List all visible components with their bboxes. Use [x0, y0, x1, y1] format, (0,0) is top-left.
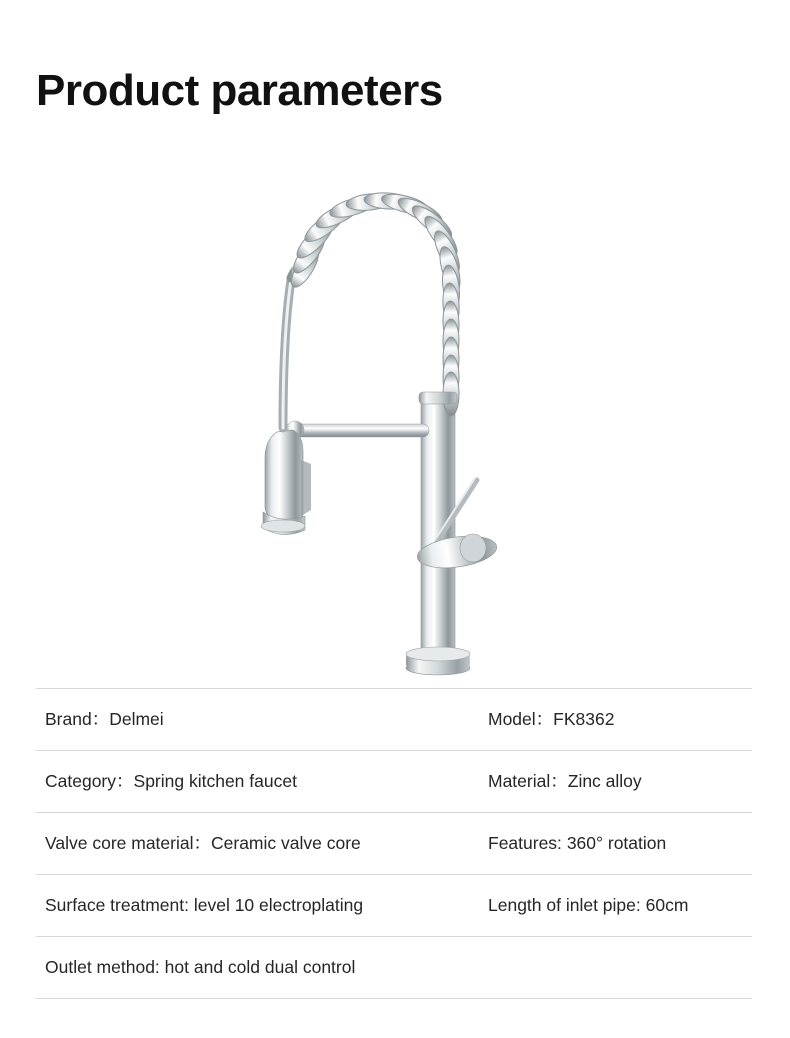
table-row: [36, 937, 752, 999]
spec-value: FK8362: [553, 709, 615, 730]
spec-value: level 10 electroplating: [193, 895, 364, 916]
spec-value: Delmei: [109, 709, 164, 730]
spec-cell-surface-treatment: [36, 894, 486, 917]
spec-value: 60cm: [645, 895, 689, 916]
spec-table: [36, 688, 752, 999]
spec-cell-category: [36, 770, 486, 793]
spec-cell-brand: [36, 708, 486, 731]
table-row: [36, 813, 752, 875]
spec-cell-outlet-method: [36, 956, 752, 979]
spec-value: hot and cold dual control: [164, 957, 356, 978]
spec-label: Features:: [488, 833, 562, 854]
table-row: [36, 875, 752, 937]
spec-cell-model: [486, 708, 752, 731]
spec-label: Outlet method:: [45, 957, 160, 978]
spec-label: Valve core material：: [45, 833, 211, 854]
spec-label: Brand：: [45, 709, 110, 730]
spec-value: 360° rotation: [566, 833, 667, 854]
faucet-illustration: [205, 160, 585, 680]
spec-label: Length of inlet pipe:: [488, 895, 641, 916]
spec-cell-inlet-pipe-length: [486, 894, 752, 917]
spec-label: Material：: [488, 771, 568, 792]
spec-label: Category：: [45, 771, 134, 792]
table-row: [36, 751, 752, 813]
spec-value: Ceramic valve core: [211, 833, 361, 854]
page-title: Product parameters: [36, 66, 443, 115]
spec-cell-features: [486, 832, 752, 855]
spec-label: Surface treatment:: [45, 895, 189, 916]
spec-value: Zinc alloy: [567, 771, 642, 792]
table-row: [36, 689, 752, 751]
spec-label: Model：: [488, 709, 554, 730]
spec-cell-valve-core-material: [36, 832, 486, 855]
spec-cell-material: [486, 770, 752, 793]
spec-value: Spring kitchen faucet: [133, 771, 297, 792]
product-image-figure: [0, 150, 790, 680]
